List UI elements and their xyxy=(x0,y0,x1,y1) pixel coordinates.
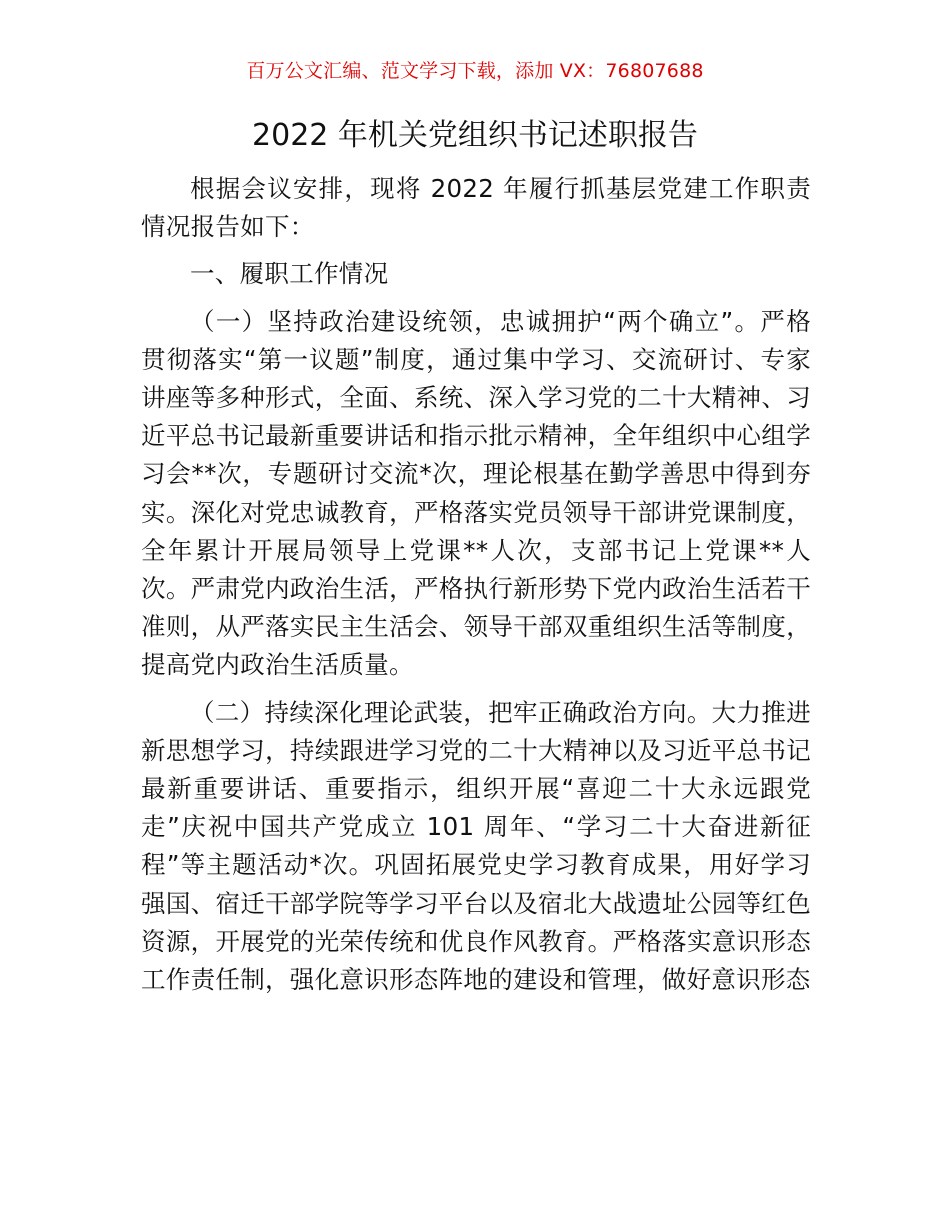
header-banner: 百万公文汇编、范文学习下载，添加 VX：76807688 xyxy=(246,60,704,82)
document-title: 2022 年机关党组织书记述职报告 xyxy=(252,118,698,153)
body-paragraph-1: （一）坚持政治建设统领，忠诚拥护“两个确立”。严格贯彻落实“第一议题”制度，通过集中学习、交流研讨、专家讲座等多种形式，全面、系统、深入学习党的二十大精神、习近平总书记最新重要讲话和指示批示精神，全年组织中心组学习会**次，专题研讨交流*次，理论根基在勤学善思中得到夯实。深化对党忠诚教育，严格落实党员领导干部讲党课制度，全年累计开展局领导上党课**人次，支部书记上党课**人次。严肃党内政治生活，严格执行新形势下党内政治生活若干准则，从严落实民主生活会、领导干部双重组织生活等制度，提高党内政治生活质量。 xyxy=(141,306,811,680)
section-heading: 一、履职工作情况 xyxy=(190,259,389,289)
body-paragraph-2: （二）持续深化理论武装，把牢正确政治方向。大力推进新思想学习，持续跟进学习党的二十大精神以及习近平总书记最新重要讲话、重要指示，组织开展“喜迎二十大永远跟党走”庆祝中国共产党成立 101 周年、“学习二十大奋进新征程”等主题活动*次。巩固拓展党史学习教育成果，用好学习强国、宿迁干部学院等学习平台以及宿北大战遗址公园等红色资源，开展党的光荣传统和优良作风教育。严格落实意识形态工作责任制，强化意识形态阵地的建设和管理，做好意识形态 xyxy=(141,697,811,995)
document-body xyxy=(141,170,811,1008)
intro-paragraph: 根据会议安排，现将 2022 年履行抓基层党建工作职责情况报告如下： xyxy=(141,174,811,242)
